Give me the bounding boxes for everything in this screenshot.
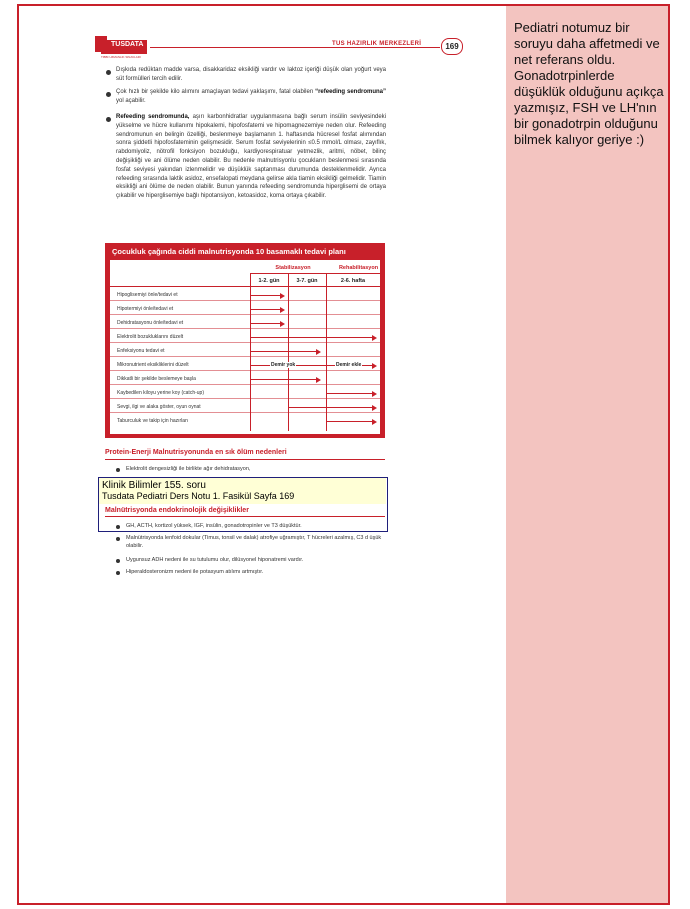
header-rule — [110, 286, 380, 287]
bullet-text: Dışkıda redüktan madde varsa, disakkaridaz eksikliği vardır ve laktoz içeriği düşük olan yoğurt veya süt formülleri tercih edilir. — [116, 67, 386, 82]
row-rule — [110, 300, 380, 301]
section-title-endocrine: Malnütrisyonda endokrinolojik değişiklikler — [105, 507, 249, 514]
arrow-right-icon — [251, 323, 283, 324]
endocrine-item: Hiperaldosteronizm nedeni ile potasyum atılımı artmıştır. — [126, 569, 264, 575]
arrow-right-icon — [251, 309, 283, 310]
table-row-label: Elektrolit bozukluklarını düzelt — [117, 334, 184, 340]
phase-rehabilitation: Rehabilitasyon — [338, 265, 379, 271]
arrow-right-icon — [327, 421, 375, 422]
tusdata-logo: TUSDATA — [101, 40, 147, 54]
bullet-dot — [106, 117, 111, 122]
bullet-3-bold: Refeeding sendromunda, — [116, 114, 190, 120]
page-number: 169 — [441, 38, 463, 55]
bullet-text — [116, 113, 386, 201]
table-row-label: Mikronutrient eksikliklerini düzelt — [117, 362, 189, 368]
row-rule — [110, 314, 380, 315]
col-day-1-2: 1-2. gün — [258, 278, 280, 284]
death-cause-item: Elektrolit dengesizliği ile birlikte ağır dehidratasyon, — [126, 466, 251, 472]
table-row-label: Kaybedilen kiloyu yerine koy (catch-up) — [117, 390, 204, 396]
col-day-3-7: 3-7. gün — [296, 278, 318, 284]
arrow-right-icon — [251, 379, 319, 380]
row-rule — [110, 370, 380, 371]
row-rule — [110, 398, 380, 399]
bullet-2-bold: “refeeding sendromuna” — [315, 89, 386, 95]
endocrine-item: Uygunsuz ADH nedeni ile su tutulumu olur, dilüsyonel hiponatremi vardır. — [126, 557, 304, 563]
callout-line-2: Tusdata Pediatri Ders Notu 1. Fasikül Sayfa 169 — [102, 491, 295, 501]
table-row-label: Dehidratasyonu önle/tedavi et — [117, 320, 184, 326]
header-title: TUS HAZIRLIK MERKEZLERİ — [332, 41, 422, 47]
table-row-label: Sevgi, ilgi ve alaka göster, oyun oynat — [117, 404, 201, 410]
arrow-right-icon — [251, 295, 283, 296]
side-note-text: Pediatri notumuz bir soruyu daha affetmedi ve net referans oldu. Gonadotrpinlerde düşüklük olduğunu açıkça yazmışız, FSH ve LH'nın bir gonadotrpin olduğunu bilmek kalıyor geriye :) — [514, 20, 664, 147]
bullet-dot — [106, 92, 111, 97]
row-rule — [110, 342, 380, 343]
bullet-2-tail: yol açabilir. — [116, 97, 146, 104]
header-rule — [150, 47, 440, 48]
bullet-dot — [116, 525, 120, 529]
arrow-right-icon — [288, 407, 375, 408]
section-title-death-causes: Protein-Enerji Malnutrisyonunda en sık ölüm nedenleri — [105, 449, 287, 456]
section-rule — [105, 516, 385, 517]
header-rule — [250, 273, 380, 274]
row-rule — [110, 384, 380, 385]
table-body — [110, 260, 380, 434]
row-rule — [110, 328, 380, 329]
table-row-label: Hipotermiyi önle/tedavi et — [117, 306, 174, 312]
bullet-dot — [116, 571, 120, 575]
bullet-dot — [116, 468, 120, 472]
table-row-label: Taburculuk ve takip için hazırlan — [117, 418, 188, 424]
treatment-plan-table — [105, 243, 385, 438]
bullet-dot — [116, 537, 120, 541]
row-rule — [110, 356, 380, 357]
bullet-text — [116, 88, 386, 106]
table-row-label: Dikkatli bir şekilde beslemeye başla — [117, 376, 196, 382]
table-row-label: Hipoglisemiyi önle/tedavi et — [117, 292, 178, 298]
callout-line-1: Klinik Bilimler 155. soru — [102, 480, 206, 491]
iron-add-label: Demir ekle — [336, 362, 362, 368]
endocrine-item: Malnütrisyonda lenfoid dokular (Timus, tonsil ve dalak) atrofiye uğramıştır, T hücreleri azalmış, C3 d üşük olabilir. — [126, 535, 382, 549]
bullet-3-body: aşırı karbonhidratlar uygulanmasına bağlı serum insülin seviyesindeki yükselme ve hücre kullanımı hipokalemi, hipofosfatemi ve hipomagnezemiye neden olur. Refeeding sendromunun en belirgin özelliği, beslenmeye başlamanın 1. haftasında hücresel fosfat alımından sonra şiddetli hipofosfateminin gelişmesidir. Serum fosfat seviyelerinin ≤0.5 mmol/L olması, zayıflık, rabdomiyoliz, nötrofil fonksiyon bozukluğu, kardiyorespiratuar yetmezlik, aritmi, nöbet, bilinç değişikliği ve ani ölüme neden olabilir. Bu nedenle malnutrisyonlu çocukların beslenmesi sırasında fosfat seviyesi yakından izlenmelidir ve düşüklük saptanması durumunda desteklenmelidir. Ayrıca refeeding sırasında laktik asidoz, ensefalopati meydana gelirse akla tiamin eksikliği gelmelidir. Tiamin eksikliği ani ölüme de neden olabilir. Bunun yanında refeeding sendromunda hiperglisemi de ortaya çıkabilir ve hiperglisemiye bağlı hipotansiyon, ketoasidoz, koma ortaya çıkabilir. — [116, 114, 386, 200]
section-rule — [105, 459, 385, 460]
arrow-right-icon — [251, 337, 375, 338]
phase-stabilization: Stabilizasyon — [275, 265, 311, 271]
col-week-2-6: 2-6. hafta — [340, 278, 366, 284]
arrow-right-icon — [327, 393, 375, 394]
endocrine-item: GH, ACTH, kortizol yüksek, IGF, insülin, gonadotropinler ve T3 düşüktür. — [126, 523, 302, 529]
iron-none-label: Demir yok — [271, 362, 296, 368]
bullet-dot — [116, 559, 120, 563]
row-rule — [110, 412, 380, 413]
table-title: Çocukluk çağında ciddi malnutrisyonda 10 basamaklı tedavi planı — [112, 247, 346, 256]
side-note-panel — [506, 6, 668, 903]
table-row-label: Enfeksiyonu tedavi et — [117, 348, 165, 354]
arrow-right-icon — [251, 351, 319, 352]
logo-subtitle: TIBBI UZMANLIK SINAVLARI — [101, 55, 141, 59]
bullet-2-lead: Çok hızlı bir şekilde kilo alımını amaçlayan tedavi yaklaşımı, fatal olabilen — [116, 89, 314, 95]
bullet-dot — [106, 70, 111, 75]
